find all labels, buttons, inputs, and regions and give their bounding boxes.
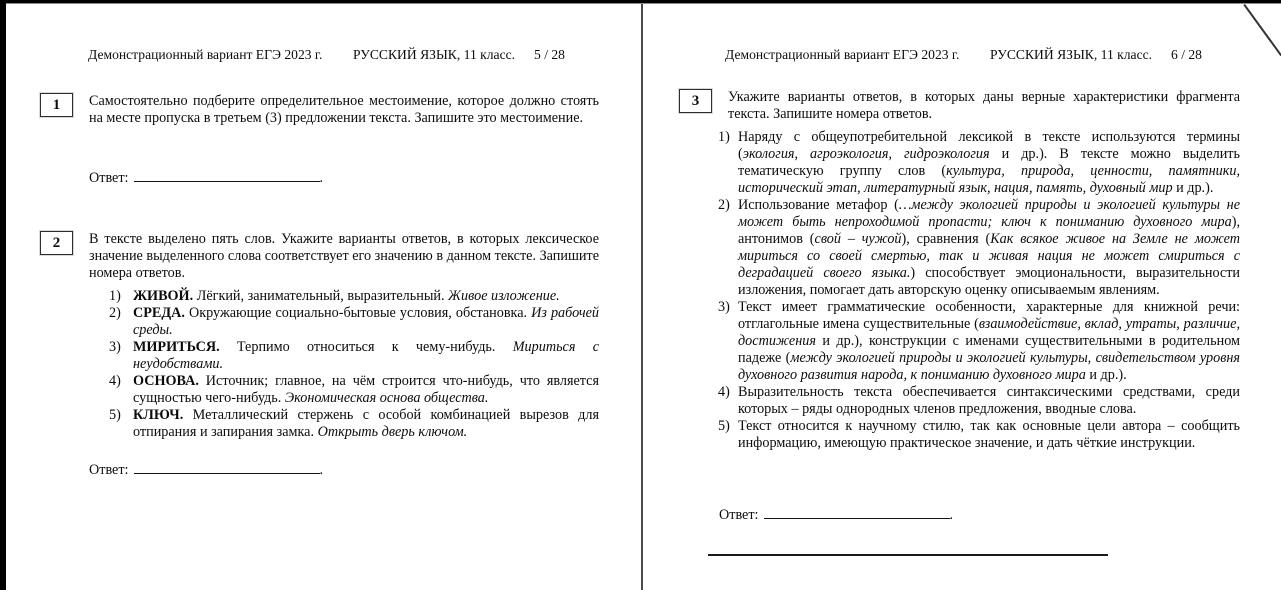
answer-period: . — [319, 170, 324, 186]
option-text: ЖИВОЙ. Лёгкий, занимательный, выразительный. Живое изложение. — [133, 288, 560, 304]
option-item — [109, 407, 599, 441]
option-item — [718, 418, 1240, 452]
task-intro: В тексте выделено пять слов. Укажите варианты ответов, в которых лексическое значение выделенного слова соответствует его значению в данном тексте. Запишите номера ответов. — [89, 231, 599, 281]
options-list — [109, 288, 599, 441]
option-marker: 5) — [109, 407, 121, 423]
task-number-box — [40, 93, 73, 117]
option-text: Текст относится к научному стилю, так как основные цели автора – сообщить информацию, имеющую практическое значение, и дать чёткие инструкции. — [738, 418, 1240, 451]
page-left — [6, 0, 641, 590]
task-1 — [6, 93, 641, 127]
option-text: Наряду с общеупотребительной лексикой в тексте используются термины (экология, агроэкология, гидроэкология и др.). В тексте можно выделить тематическую группу слов (культура, природа, ценности, памятники, исторический этап, литературный язык, нация, память, духовный мир и др.). — [738, 129, 1240, 196]
option-marker: 3) — [109, 339, 121, 355]
task-number-box — [679, 89, 712, 113]
task-3 — [643, 89, 1281, 452]
page-header — [6, 46, 641, 64]
doc-title: Демонстрационный вариант ЕГЭ 2023 г. — [88, 47, 323, 62]
task-2 — [6, 231, 641, 441]
task-intro: Самостоятельно подберите определительное местоимение, которое должно стоять на месте пропуска в третьем (3) предложении текста. Запишите это местоимение. — [89, 93, 599, 126]
end-of-section-rule — [708, 554, 1108, 556]
option-marker: 2) — [109, 305, 121, 321]
option-text: МИРИТЬСЯ. Терпимо относиться к чему-нибудь. Мириться с неудобствами. — [133, 339, 599, 372]
option-marker: 2) — [718, 197, 730, 213]
page-right — [643, 0, 1281, 590]
option-text: КЛЮЧ. Металлический стержень с особой комбинацией вырезов для отпирания и запирания замка. Открыть дверь ключом. — [133, 407, 599, 440]
subject-title: РУССКИЙ ЯЗЫК, 11 класс. — [353, 47, 516, 62]
option-item — [718, 197, 1240, 299]
option-item — [109, 339, 599, 373]
answer-blank — [134, 168, 320, 182]
page-number: 6 / 28 — [1171, 47, 1202, 62]
answer-label: Ответ: — [719, 507, 759, 523]
task-intro: Укажите варианты ответов, в которых даны верные характеристики фрагмента текста. Запишите номера ответов. — [728, 89, 1240, 122]
task-number: 3 — [691, 93, 700, 109]
subject-title: РУССКИЙ ЯЗЫК, 11 класс. — [990, 47, 1153, 62]
page-number: 5 / 28 — [534, 47, 565, 62]
option-marker: 5) — [718, 418, 730, 434]
answer-label: Ответ: — [89, 170, 129, 186]
option-item — [718, 129, 1240, 197]
option-marker: 4) — [718, 384, 730, 400]
page-header — [643, 46, 1281, 64]
option-text: Выразительность текста обеспечивается синтаксическими средствами, среди которых – ряды однородных членов предложения, вводные слова. — [738, 384, 1240, 417]
options-list — [718, 129, 1240, 452]
task-number-box — [40, 231, 73, 255]
option-item — [718, 384, 1240, 418]
option-text: СРЕДА. Окружающие социально-бытовые условия, обстановка. Из рабочей среды. — [133, 305, 599, 338]
answer-label: Ответ: — [89, 462, 129, 478]
doc-title: Демонстрационный вариант ЕГЭ 2023 г. — [725, 47, 960, 62]
answer-blank — [764, 505, 950, 519]
option-marker: 3) — [718, 299, 730, 315]
option-item — [718, 299, 1240, 384]
answer-period: . — [949, 507, 954, 523]
option-item — [109, 305, 599, 339]
option-marker: 1) — [718, 129, 730, 145]
answer-row-task-2 — [89, 460, 323, 479]
option-marker: 1) — [109, 288, 121, 304]
option-item — [109, 288, 599, 305]
task-text — [718, 89, 1241, 452]
answer-row-task-1 — [89, 168, 323, 187]
task-text — [89, 231, 599, 441]
option-marker: 4) — [109, 373, 121, 389]
task-number: 1 — [52, 97, 61, 113]
task-number: 2 — [52, 235, 61, 251]
answer-blank — [134, 460, 320, 474]
option-text: Использование метафор (…между экологией природы и экологией культуры не может быть непроходимой пропасти; ключ к пониманию духовного мира), антонимов (свой – чужой), сравнения (Как всякое живое на Земле не может мириться со своей смертью, так и живая нация не может смириться с деградацией своего языка.) способствует эмоциональности, выразительности изложения, помогает дать авторскую оценку описываемым явлениям. — [738, 197, 1241, 298]
task-text — [89, 93, 599, 127]
answer-period: . — [319, 462, 324, 478]
option-item — [109, 373, 599, 407]
answer-row-task-3 — [719, 505, 953, 524]
option-text: Текст имеет грамматические особенности, характерные для книжной речи: отглагольные имена существительные (взаимодействие, вклад, утраты, различие, достижения и др.), конструкции с именами существительными в родительном падеже (между экологией природы и экологией культуры, свидетельством уровня духовного развития народа, к пониманию духовного мира и др.). — [738, 299, 1240, 383]
option-text: ОСНОВА. Источник; главное, на чём строится что-нибудь, что является сущностью чего-нибудь. Экономическая основа общества. — [133, 373, 599, 406]
